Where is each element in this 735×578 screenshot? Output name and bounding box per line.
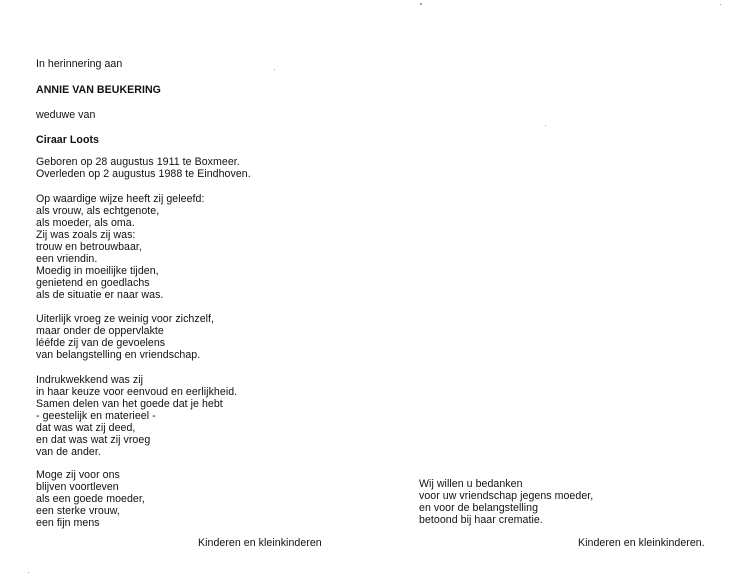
poem-line: - geestelijk en materieel - [36, 410, 156, 422]
poem-line: als een goede moeder, [36, 493, 145, 505]
poem-line: blijven voortleven [36, 481, 119, 493]
poem-line: als de situatie er naar was. [36, 289, 164, 301]
signature-left: Kinderen en kleinkinderen [198, 537, 322, 549]
poem-line: als moeder, als oma. [36, 217, 135, 229]
poem-line: lééfde zij van de gevoelens [36, 337, 166, 349]
thanks-line: en voor de belangstelling [419, 502, 539, 514]
poem-line: een fijn mens [36, 517, 100, 529]
poem-line: van belangstelling en vriendschap. [36, 349, 201, 361]
intro-text: In herinnering aan [36, 58, 123, 70]
poem-line: Zij was zoals zij was: [36, 229, 136, 241]
poem-line: genietend en goedlachs [36, 277, 150, 289]
relation-text: weduwe van [36, 109, 96, 121]
thanks-line: betoond bij haar crematie. [419, 514, 543, 526]
poem-line: maar onder de oppervlakte [36, 325, 164, 337]
spouse-name: Ciraar Loots [36, 134, 99, 146]
scan-speck [28, 572, 29, 573]
poem-line: een sterke vrouw, [36, 505, 120, 517]
thanks-line: voor uw vriendschap jegens moeder, [419, 490, 594, 502]
poem-line: en dat was wat zij vroeg [36, 434, 151, 446]
birth-line: Geboren op 28 augustus 1911 te Boxmeer. [36, 156, 240, 168]
poem-line: Indrukwekkend was zij [36, 374, 144, 386]
poem-line: Moge zij voor ons [36, 469, 120, 481]
poem-line: als vrouw, als echtgenote, [36, 205, 160, 217]
scan-speck [420, 3, 422, 5]
poem-line: van de ander. [36, 446, 101, 458]
death-line: Overleden op 2 augustus 1988 te Eindhoven. [36, 168, 251, 180]
poem-line: Moedig in moeilijke tijden, [36, 265, 159, 277]
scan-speck [274, 69, 275, 70]
scan-speck [545, 125, 546, 126]
thanks-line: Wij willen u bedanken [419, 478, 523, 490]
poem-line: een vriendin. [36, 253, 98, 265]
poem-line: in haar keuze voor eenvoud en eerlijkheid. [36, 386, 238, 398]
deceased-name: ANNIE VAN BEUKERING [36, 84, 161, 96]
poem-line: Op waardige wijze heeft zij geleefd: [36, 193, 205, 205]
scan-speck [720, 4, 721, 5]
signature-right: Kinderen en kleinkinderen. [578, 537, 705, 549]
poem-line: Uiterlijk vroeg ze weinig voor zichzelf, [36, 313, 215, 325]
poem-line: trouw en betrouwbaar, [36, 241, 142, 253]
poem-line: Samen delen van het goede dat je hebt [36, 398, 223, 410]
poem-line: dat was wat zij deed, [36, 422, 136, 434]
